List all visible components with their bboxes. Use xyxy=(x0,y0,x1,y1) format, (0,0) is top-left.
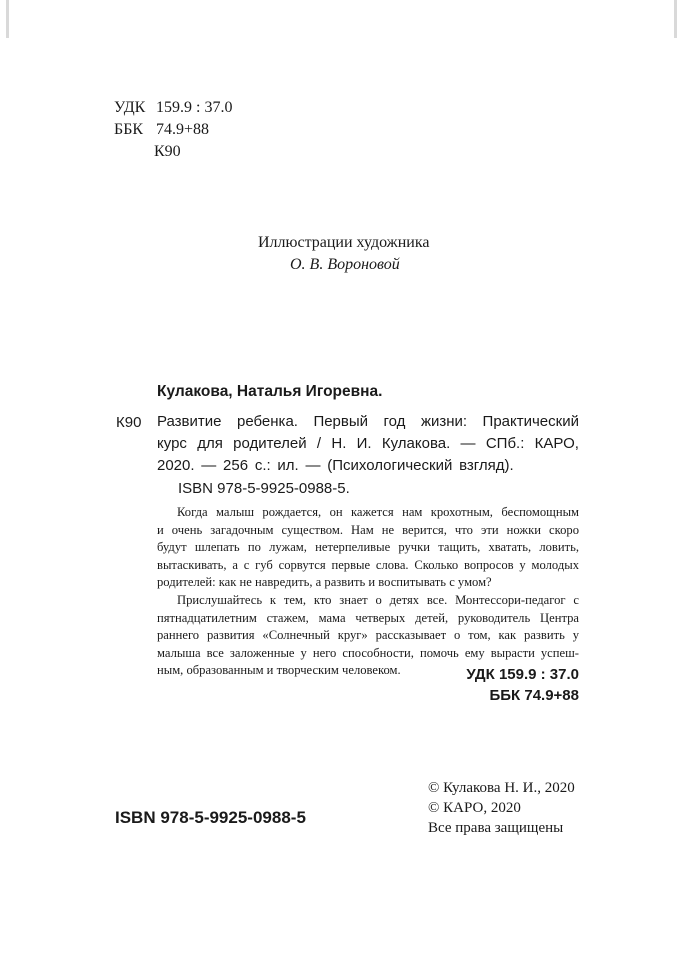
rights-reserved: Все права защищены xyxy=(428,820,564,836)
bibliographic-author-mark: К90 xyxy=(116,414,142,431)
copyright-block xyxy=(428,778,575,838)
isbn-bold: ISBN 978-5-9925-0988-5 xyxy=(115,808,306,827)
bibliographic-word: год xyxy=(383,413,406,430)
annotation-line: и очень загадочным существом. Нам не верится, что эти ножки скоро xyxy=(157,522,579,537)
bibliographic-word: КАРО, xyxy=(534,435,579,452)
annotation-line: родителей: как не навредить, а развить и воспитывать с умом? xyxy=(157,575,492,590)
annotation-line: ным, образованным и творческим человеком. xyxy=(157,663,401,678)
bbk-row xyxy=(114,119,232,141)
page-edge-left xyxy=(6,0,9,38)
annotation-line: малыша все заложенные у него способности, помочь ему вырасти успеш- xyxy=(157,645,579,660)
annotation-line: Когда малыш рождается, он кажется нам крохотным, беспомощным xyxy=(177,505,579,519)
bibliographic-word: 2020. xyxy=(157,457,195,474)
classification-codes-right xyxy=(466,664,579,706)
annotation-line: будут шлепать по лужам, нетерпеливые ручки тащить, хватать, ловить, xyxy=(157,540,579,555)
bibliographic-word: СПб.: xyxy=(485,435,525,452)
udk-label: УДК xyxy=(114,99,146,116)
copyright-publisher: © КАРО, 2020 xyxy=(428,800,521,816)
bibliographic-word: Кулакова. xyxy=(381,435,451,452)
bibliographic-line xyxy=(157,433,579,455)
bibliographic-line xyxy=(157,455,579,477)
bibliographic-word: — xyxy=(305,457,321,474)
bibliographic-word: с.: xyxy=(254,457,271,474)
illustrations-label: Иллюстрации художника xyxy=(258,234,430,251)
bibliographic-word: ребенка. xyxy=(236,413,298,430)
bibliographic-description xyxy=(157,411,579,477)
bibliographic-word: Развитие xyxy=(157,413,222,430)
annotation-line: раннего развития «Солнечный круг» рассказывает о том, как развить у xyxy=(157,628,579,643)
page-edge-right xyxy=(674,0,677,38)
classification-block xyxy=(114,97,232,163)
bbk-value: 74.9+88 xyxy=(156,121,210,138)
isbn-inline: ISBN 978-5-9925-0988-5. xyxy=(178,480,350,497)
bibliographic-word: для xyxy=(197,435,223,452)
bibliographic-word: Практический xyxy=(482,413,579,430)
bibliographic-word: жизни: xyxy=(420,413,468,430)
bibliographic-word: — xyxy=(201,457,217,474)
bibliographic-word: ил. xyxy=(277,457,299,474)
bibliographic-line xyxy=(157,411,579,433)
udk-code-bold: УДК 159.9 : 37.0 xyxy=(466,666,579,683)
bibliographic-word: (Психологический xyxy=(327,457,453,474)
author-heading: Кулакова, Наталья Игоревна. xyxy=(157,383,383,400)
bibliographic-word: Н. xyxy=(331,435,347,452)
bibliographic-word: родителей xyxy=(233,435,307,452)
bibliographic-word: — xyxy=(460,435,476,452)
udk-row xyxy=(114,97,232,119)
illustrator-name: О. В. Вороновой xyxy=(290,256,400,273)
bibliographic-word: взгляд). xyxy=(459,457,514,474)
bibliographic-word: курс xyxy=(157,435,187,452)
bibliographic-word: 256 xyxy=(223,457,249,474)
copyright-author: © Кулакова Н. И., 2020 xyxy=(428,780,575,796)
annotation-line: Прислушайтесь к тем, кто знает о детях все. Монтессори-педагог с xyxy=(177,592,579,607)
author-mark: К90 xyxy=(154,143,181,160)
bbk-label: ББК xyxy=(114,121,144,138)
bbk-code-bold: ББК 74.9+88 xyxy=(489,687,579,704)
annotation-paragraph-1 xyxy=(157,504,579,592)
annotation xyxy=(157,504,579,680)
annotation-line: пятнадцатилетним стажем, мама четверых детей, руководитель Центра xyxy=(157,610,579,625)
udk-value: 159.9 : 37.0 xyxy=(156,99,233,116)
bibliographic-word: И. xyxy=(356,435,372,452)
bibliographic-word: Первый xyxy=(313,413,369,430)
annotation-line: вытаскивать, а с губ сорвутся первые слова. Сколько вопросов у молодых xyxy=(157,557,579,572)
bibliographic-word: / xyxy=(316,435,322,452)
